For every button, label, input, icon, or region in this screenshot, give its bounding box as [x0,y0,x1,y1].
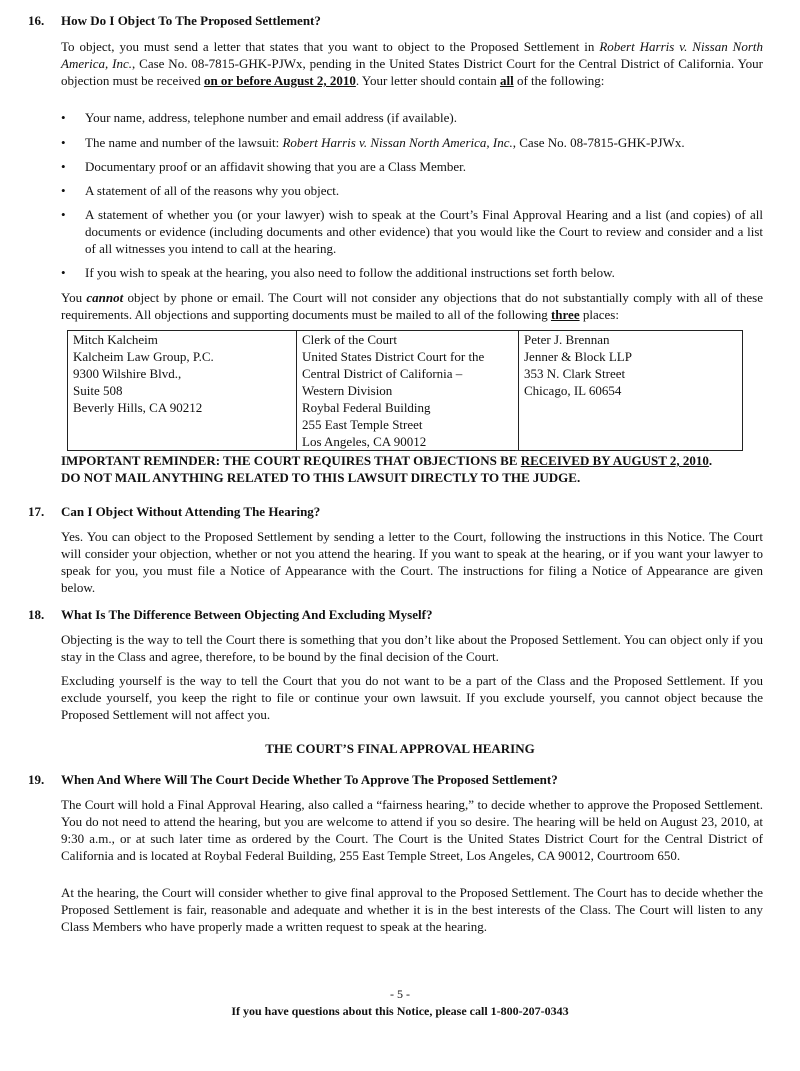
section-18-p2: Excluding yourself is the way to tell the Court that you do not want to be a part of the Class and the Proposed Settlement. If you exclude yourself, you keep the right to file or continue your own lawsuit. If you exclude yourself, you cannot object because the Proposed Settlement will not affect you. [61,673,763,722]
section-title: What Is The Difference Between Objecting And Excluding Myself? [61,607,433,622]
text: , Case No. 08-7815-GHK-PJWx, pending in the United States District Court for the Central District of California. Your objection must be received [61,56,763,88]
section-16-intro [61,38,763,89]
section-17-heading [28,503,320,520]
section-number: 18. [28,607,45,622]
section-16-closing: You cannot object by phone or email. The Court will not consider any objections that do not substantially comply with all of these requirements. All objections and supporting documents must be mailed to all of the following three places: [61,290,763,322]
list-item: • A statement of all of the reasons why you object. [61,183,340,198]
section-19-p2: At the hearing, the Court will consider whether to give final approval to the Proposed Settlement. The Court has to decide whether the Proposed Settlement is fair, reasonable and adequate and whether it is in the best interests of the Class. The Court will listen to any Class Members who have properly made a written request to speak at the hearing. [61,885,763,934]
deadline: on or before August 2, 2010 [203,73,356,88]
section-title: How Do I Object To The Proposed Settlement? [61,13,321,28]
list-item: • The name and number of the lawsuit: Robert Harris v. Nissan North America, Inc., Case No. 08-7815-GHK-PJWx. [61,135,685,150]
text: of the following: [513,73,605,88]
footer-contact: If you have questions about this Notice, please call 1-800-207-0343 [231,1004,569,1018]
case-name: Robert Harris v. Nissan North America, Inc. [61,39,763,71]
list-item: • A statement of whether you (or your lawyer) wish to speak at the Court’s Final Approval Hearing and a list (and copies) of all documents or evidence (including documents and other evidence) that you would like the Court to review and consider and a list of all witnesses you intend to call at the hearing. [61,207,763,256]
address-brennan: Peter J. Brennan Jenner & Block LLP 353 N. Clark Street Chicago, IL 60654 [519,331,743,451]
emphasis: all [499,73,514,88]
address-table [67,330,743,451]
text: To object, you must send a letter that states that you want to object to the Proposed Settlement in [61,39,600,54]
important-reminder: IMPORTANT REMINDER: THE COURT REQUIRES THAT OBJECTIONS BE RECEIVED BY AUGUST 2, 2010. DO NOT MAIL ANYTHING RELATED TO THIS LAWSUIT DIRECTLY TO THE JUDGE. [61,453,713,485]
section-18-heading [28,606,432,623]
hearing-title: THE COURT’S FINAL APPROVAL HEARING [265,741,535,756]
section-title: When And Where Will The Court Decide Whether To Approve The Proposed Settlement? [61,772,558,787]
page-number: - 5 - [390,987,410,1001]
address-kalcheim: Mitch Kalcheim Kalcheim Law Group, P.C. 9300 Wilshire Blvd., Suite 508 Beverly Hills, CA 90212 [68,331,297,451]
section-number: 16. [28,13,45,28]
list-item: • Your name, address, telephone number and email address (if available). [61,110,457,125]
address-clerk: Clerk of the Court United States District Court for the Central District of California – Western Division Roybal Federal Building 255 East Temple Street Los Angeles, CA 90012 [297,331,519,451]
list-item: • Documentary proof or an affidavit showing that you are a Class Member. [61,159,466,174]
section-19-p1: The Court will hold a Final Approval Hearing, also called a “fairness hearing,” to decide whether to approve the Proposed Settlement. You do not need to attend the hearing, but you are welcome to attend if you so desire. The hearing will be held on August 23, 2010, at 9:30 a.m., or at such later time as ordered by the Court. The Court is the United States District Court for the Central District of California and is located at Roybal Federal Building, 255 East Temple Street, Los Angeles, CA 90012, Courtroom 650. [61,797,763,863]
section-19-heading [28,771,558,788]
section-16-heading [28,12,321,29]
section-number: 19. [28,772,45,787]
section-number: 17. [28,504,45,519]
list-item: • If you wish to speak at the hearing, you also need to follow the additional instructions set forth below. [61,265,615,280]
text: . Your letter should contain [355,73,500,88]
section-18-p1: Objecting is the way to tell the Court there is something that you don’t like about the Proposed Settlement. You can object only if you stay in the Class and agree, therefore, to be bound by the final decision of the Court. [61,632,763,664]
section-17-body: Yes. You can object to the Proposed Settlement by sending a letter to the Court, following the instructions in this Notice. The Court will consider your objection, whether or not you attend the hearing. If you want to speak at the hearing, or if you want your lawyer to speak for you, you must file a Notice of Appearance with the Court. The instructions for filing a Notice of Appearance are given below. [61,529,763,595]
section-title: Can I Object Without Attending The Hearing? [61,504,321,519]
